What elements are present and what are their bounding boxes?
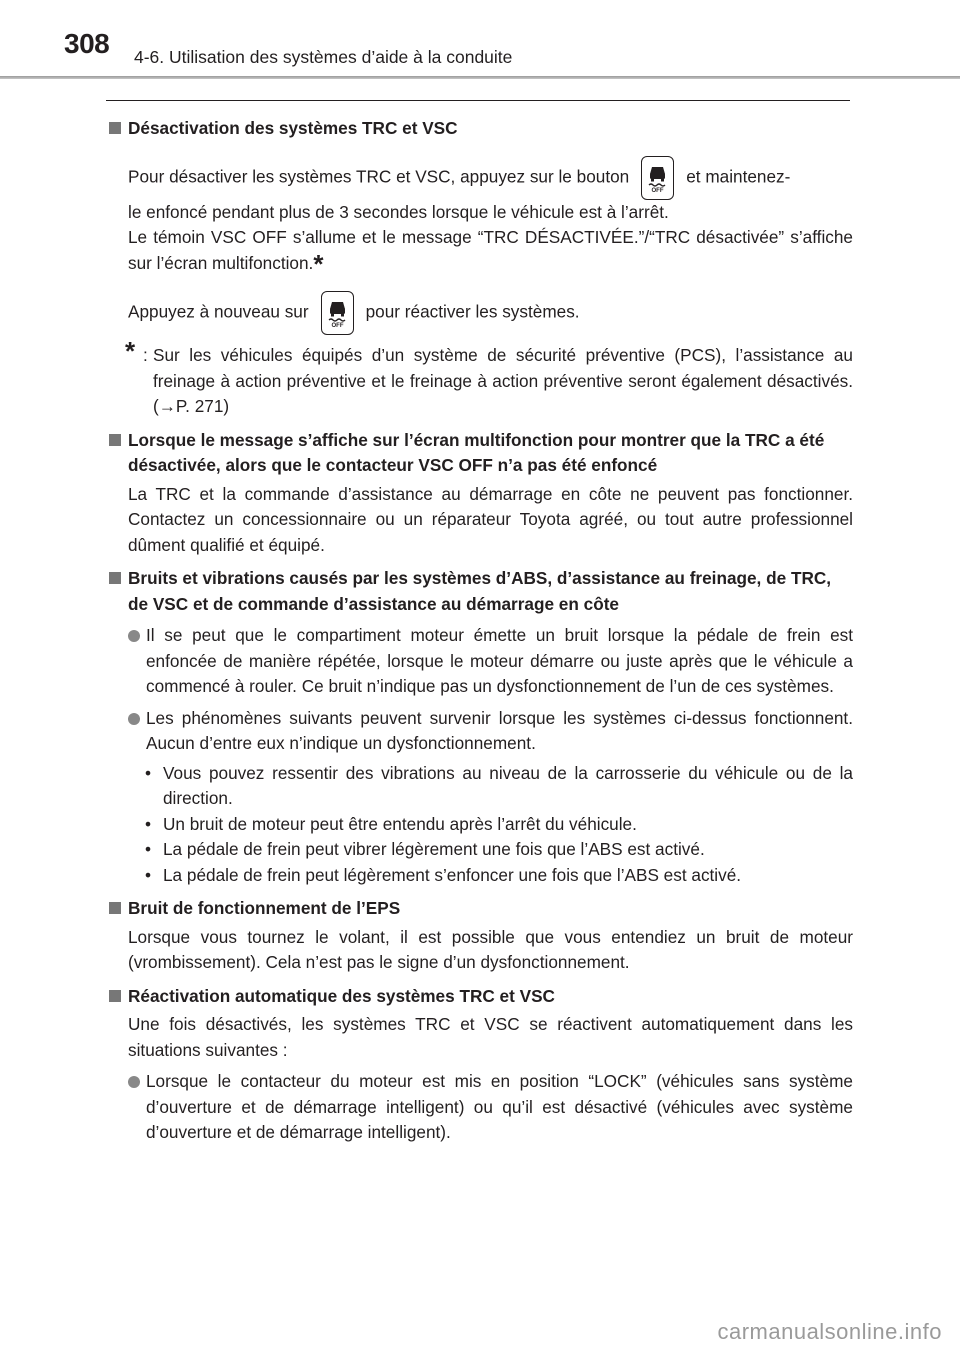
- section-heading: [109, 116, 853, 142]
- footnote-text: Sur les véhicules équipés d’un système de sécurité préventive (PCS), l’assistance au freinage à action préventive et le freinage à action préventive seront également désactivés. (→P. 271): [153, 345, 853, 416]
- bullet-dot-icon: •: [145, 813, 152, 834]
- section-heading: [109, 984, 853, 1010]
- list-item: [109, 623, 853, 700]
- section-heading: [109, 896, 853, 922]
- footnote: [109, 336, 853, 420]
- bullet-dot-icon: •: [145, 839, 152, 859]
- section-title: Réactivation automatique des systèmes TRC et VSC: [128, 985, 555, 1006]
- sub-list-item-text: La pédale de frein peut légèrement s’enfoncer une fois que l’ABS est activé.: [163, 864, 742, 885]
- bullet-dot-icon: •: [145, 762, 152, 783]
- sub-list-item: [109, 812, 853, 838]
- bullet-circle-icon: [128, 630, 140, 642]
- footnote-mark: *: [313, 248, 324, 279]
- list-item: [109, 1069, 853, 1146]
- section-square-icon: [109, 902, 121, 914]
- bullet-dot-icon: •: [145, 864, 152, 885]
- bullet-circle-icon: [128, 1076, 140, 1088]
- page-header: [0, 0, 960, 80]
- chapter-title: 4-6. Utilisation des systèmes d’aide à la conduite: [134, 47, 513, 67]
- text: Pour désactiver les systèmes TRC et VSC, appuyez sur le bouton: [128, 166, 630, 187]
- vsc-off-button-icon: [641, 156, 674, 200]
- paragraph: Lorsque vous tournez le volant, il est possible que vous entendiez un bruit de moteur (vrombissement). Cela n’est pas le signe d’un dysfonctionnement.: [128, 926, 853, 972]
- watermark: carmanualsonline.info: [717, 1319, 942, 1344]
- svg-text:OFF: OFF: [331, 323, 344, 328]
- section-title: Bruits et vibrations causés par les systèmes d’ABS, d’assistance au freinage, de TRC, de VSC et de commande d’assistance au démarrage en côte: [128, 568, 832, 614]
- paragraph: [109, 156, 853, 278]
- section-divider: [106, 100, 850, 101]
- paragraph: Une fois désactivés, les systèmes TRC et VSC se réactivent automatiquement dans les situations suivantes :: [128, 1014, 853, 1060]
- page-number: 308: [64, 28, 110, 59]
- section-square-icon: [109, 122, 121, 134]
- section-title: Bruit de fonctionnement de l’EPS: [128, 898, 401, 918]
- section-square-icon: [109, 572, 121, 584]
- list-item-text: Lorsque le contacteur du moteur est mis en position “LOCK” (véhicules sans système d’ouverture et de démarrage intelligent) ou qu’il est désactivé (véhicules avec système d’ouverture et de démarrage intelligent).: [146, 1071, 853, 1142]
- footnote-mark: *: [125, 336, 136, 366]
- sub-list-item: [109, 837, 853, 863]
- section-square-icon: [109, 434, 121, 446]
- sub-list-item-text: Vous pouvez ressentir des vibrations au niveau de la carrosserie du véhicule ou de la direction.: [163, 762, 853, 808]
- list-item-text: Les phénomènes suivants peuvent survenir lorsque les systèmes ci-dessus fonctionnent. Aucun d’entre eux n’indique un dysfonctionnement.: [146, 707, 853, 753]
- section-heading: [109, 566, 853, 617]
- list-item: [109, 706, 853, 757]
- sub-list-item: [109, 761, 853, 812]
- paragraph: La TRC et la commande d’assistance au démarrage en côte ne peuvent pas fonctionner. Contactez un concessionnaire ou un réparateur Toyota agréé, ou tout autre professionnel dûment qualifié et équipé.: [128, 483, 853, 555]
- list-item-text: Il se peut que le compartiment moteur émette un bruit lorsque la pédale de frein est enfoncée de manière répétée, lorsque le moteur démarre ou juste après que le véhicule a commencé à rouler. Ce bruit n’indique pas un dysfonctionnement de l’un de ces systèmes.: [146, 625, 853, 696]
- footnote-colon: :: [143, 345, 148, 365]
- section-title: Désactivation des systèmes TRC et VSC: [128, 118, 458, 138]
- vsc-off-button-icon: [321, 291, 354, 335]
- text: Le témoin VSC OFF s’allume et le message “TRC DÉSACTIVÉE.”/“TRC désactivée” s’affiche sur l’écran multifonction.: [128, 227, 853, 273]
- text: et maintenez-: [686, 166, 791, 187]
- section-square-icon: [109, 990, 121, 1002]
- sub-list-item: [109, 863, 853, 889]
- page-content: [109, 110, 853, 1146]
- text: pour réactiver les systèmes.: [365, 301, 580, 322]
- section-title: Lorsque le message s’affiche sur l’écran multifonction pour montrer que la TRC a été désactivée, alors que le contacteur VSC OFF n’a pas été enfoncé: [128, 429, 825, 475]
- text: Appuyez à nouveau sur: [128, 301, 309, 322]
- bullet-circle-icon: [128, 713, 140, 725]
- sub-list-item-text: La pédale de frein peut vibrer légèrement une fois que l’ABS est activé.: [163, 839, 705, 859]
- section-heading: [109, 428, 853, 479]
- sub-list-item-text: Un bruit de moteur peut être entendu après l’arrêt du véhicule.: [163, 813, 637, 834]
- text: le enfoncé pendant plus de 3 secondes lorsque le véhicule est à l’arrêt.: [128, 201, 669, 222]
- paragraph: [109, 291, 853, 335]
- svg-text:OFF: OFF: [651, 187, 664, 193]
- header-rule: [0, 76, 960, 79]
